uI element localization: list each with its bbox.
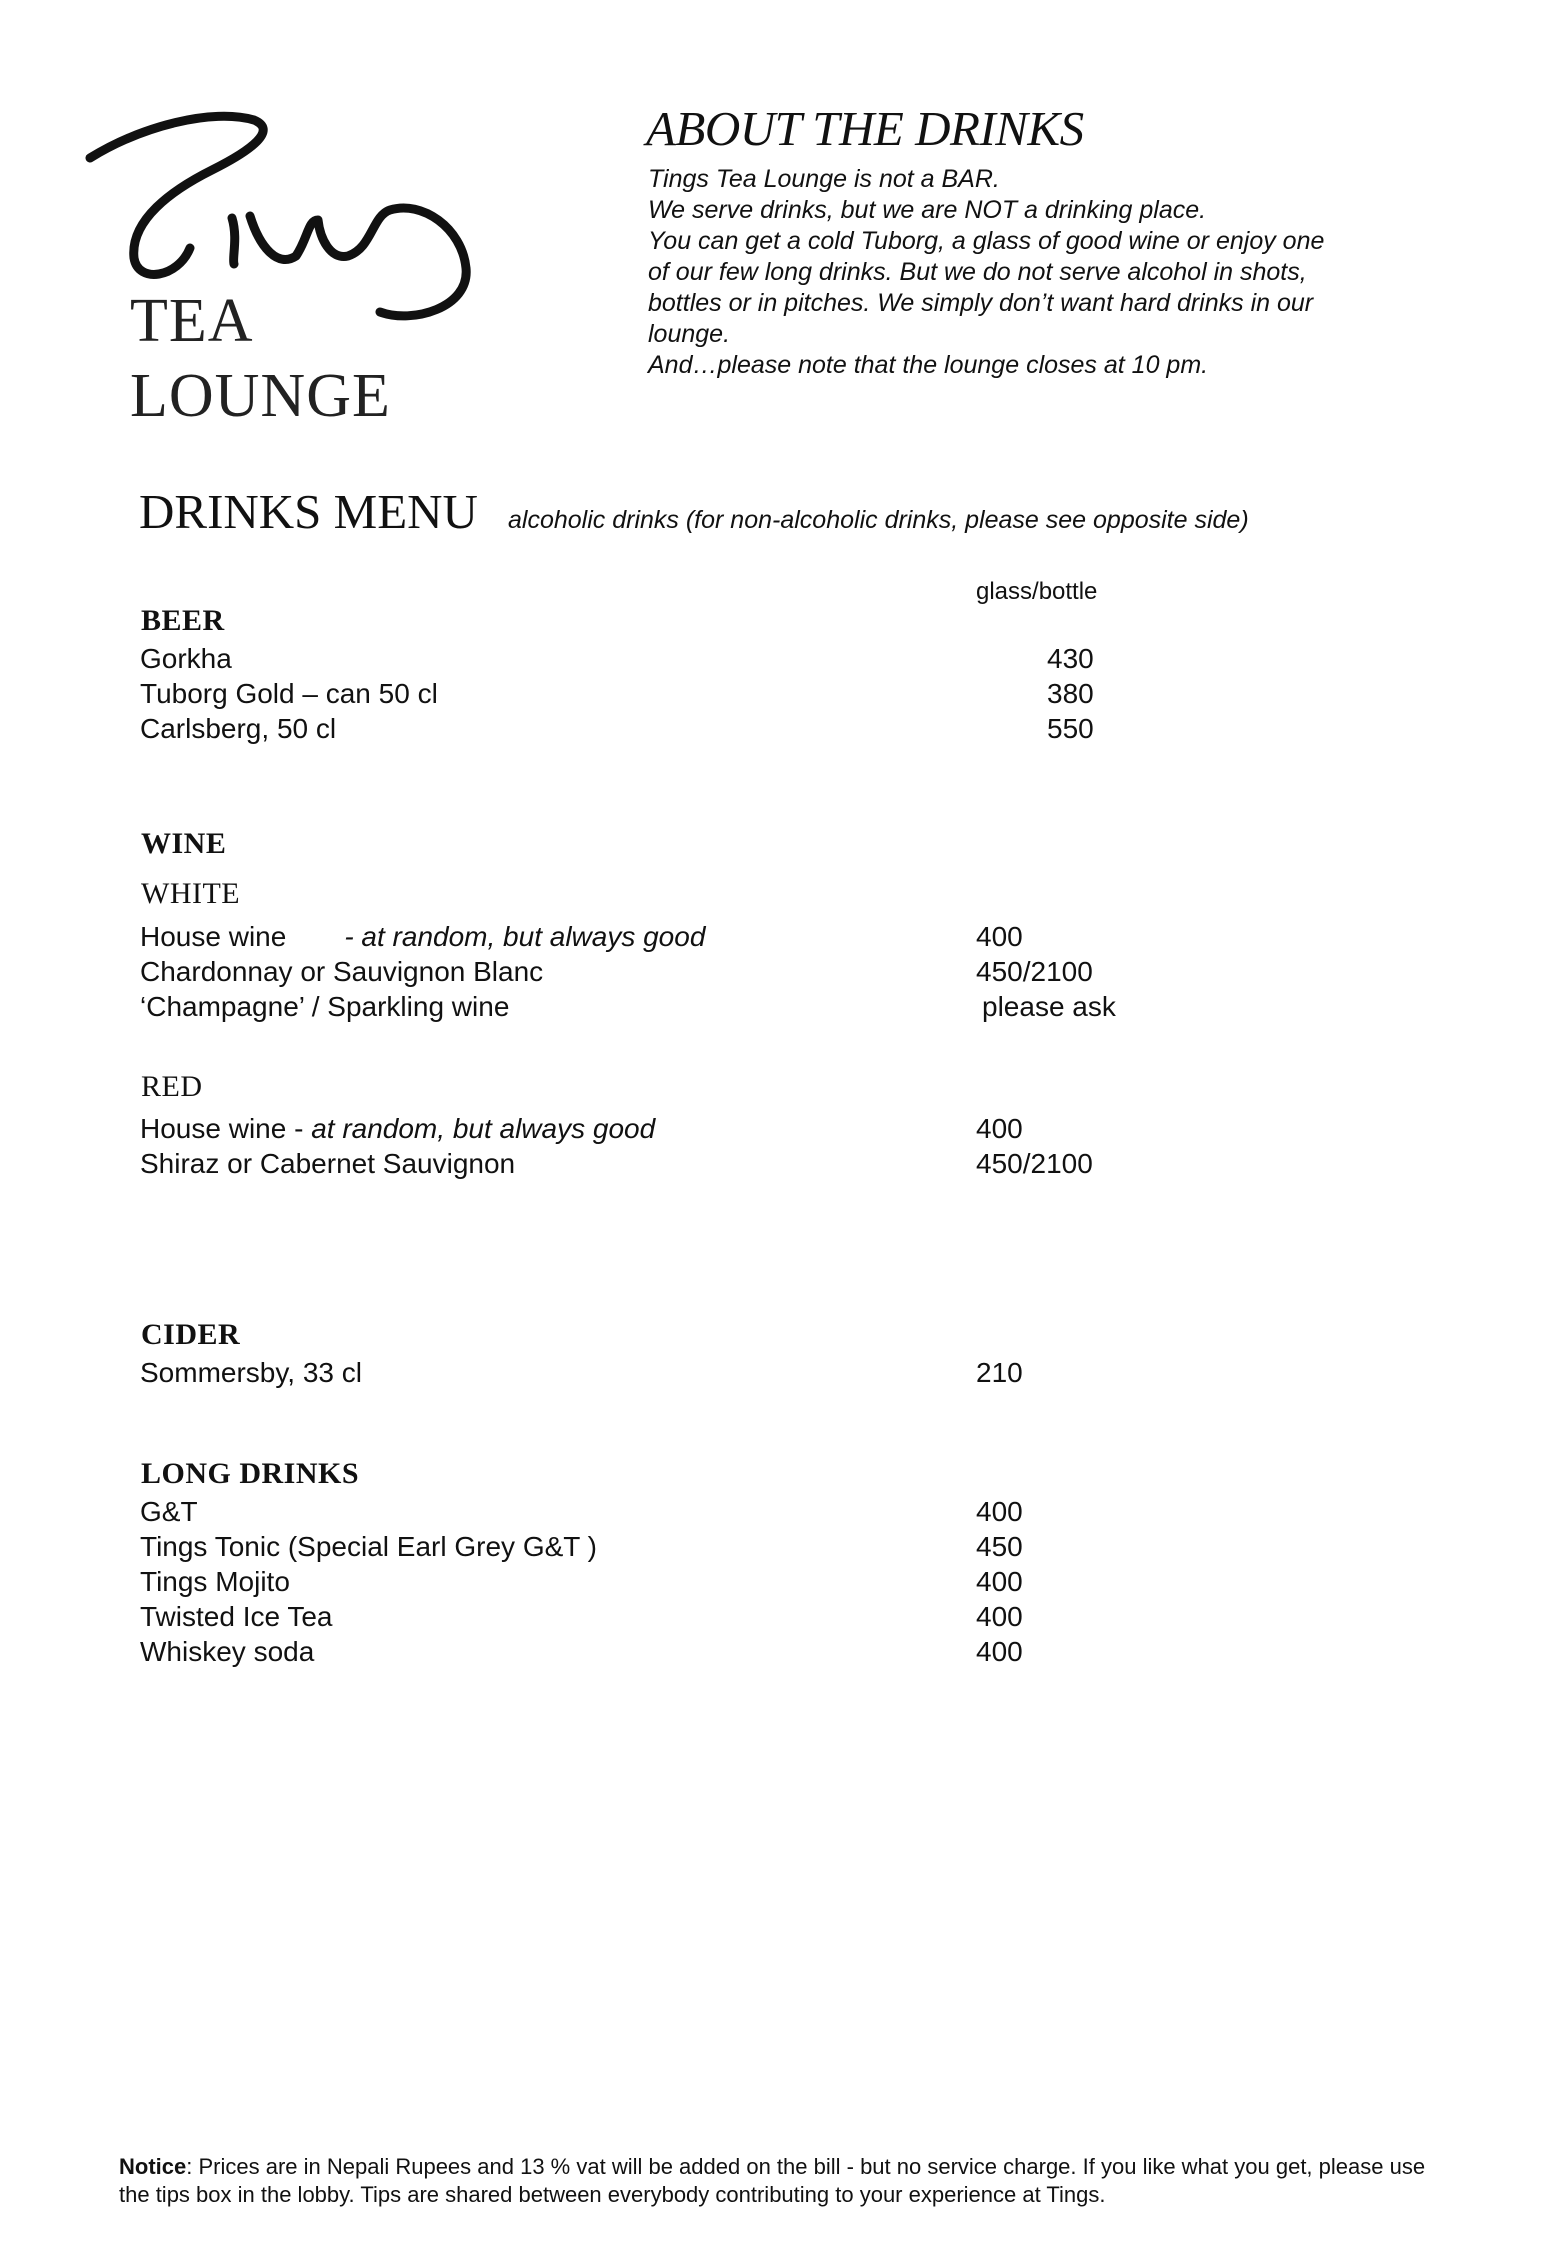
about-line: And…please note that the lounge closes at 10 pm. — [648, 351, 1209, 379]
menu-item-price: 550 — [1047, 713, 1094, 744]
menu-item-name: Whiskey soda — [140, 1636, 315, 1667]
menu-item-price: 380 — [1047, 678, 1094, 709]
menu-item-price: 430 — [1047, 643, 1094, 674]
menu-item-name: ‘Champagne’ / Sparkling wine — [140, 991, 510, 1022]
beer-section-title: BEER — [141, 604, 225, 637]
menu-item-label: House wine — [140, 921, 287, 952]
about-line: bottles or in pitches. We simply don’t want hard drinks in our — [648, 289, 1314, 317]
menu-item-price: 400 — [976, 1566, 1023, 1597]
menu-item-name: Carlsberg, 50 cl — [140, 713, 337, 744]
notice-body: : Prices are in Nepali Rupees and 13 % vat will be added on the bill - but no service charge. If you like what you get, please use the tips box in the lobby. Tips are shared between everybody contributing to your experience at Tings. — [119, 2154, 1426, 2207]
notice-label: Notice — [119, 2154, 187, 2179]
menu-subtitle: alcoholic drinks (for non-alcoholic drinks, please see opposite side) — [508, 506, 1249, 534]
price-column-header: glass/bottle — [976, 578, 1098, 605]
about-line: Tings Tea Lounge is not a BAR. — [648, 165, 1000, 193]
menu-item-name: Gorkha — [140, 643, 232, 674]
menu-item-name — [140, 919, 705, 954]
wine-section-title: WINE — [141, 827, 227, 860]
menu-item-name: Sommersby, 33 cl — [140, 1357, 362, 1388]
menu-title: DRINKS MENU — [139, 484, 478, 539]
menu-item-price: 400 — [976, 1601, 1023, 1632]
menu-item-name: Twisted Ice Tea — [140, 1601, 333, 1632]
notice-text — [119, 2153, 1439, 2209]
about-line: of our few long drinks. But we do not serve alcohol in shots, — [648, 258, 1307, 286]
menu-item-name: Shiraz or Cabernet Sauvignon — [140, 1148, 516, 1179]
about-body — [648, 164, 1408, 381]
long-drinks-section-title: LONG DRINKS — [141, 1457, 360, 1490]
menu-item-note: at random, but always good — [311, 1113, 656, 1144]
logo-script-stroke — [90, 116, 466, 316]
menu-item-name: Tings Tonic (Special Earl Grey G&T ) — [140, 1531, 597, 1562]
menu-item-name — [140, 1111, 655, 1146]
menu-item-name: Tings Mojito — [140, 1566, 290, 1597]
about-title: ABOUT THE DRINKS — [646, 101, 1084, 156]
menu-item-price: please ask — [982, 991, 1116, 1022]
menu-item-name: Tuborg Gold – can 50 cl — [140, 678, 438, 709]
menu-item-price: 450/2100 — [976, 1148, 1093, 1179]
menu-item-name: Chardonnay or Sauvignon Blanc — [140, 956, 544, 987]
menu-item-price: 400 — [976, 1113, 1023, 1144]
cider-section-title: CIDER — [141, 1318, 241, 1351]
menu-item-name: G&T — [140, 1496, 198, 1527]
logo-tea-text: TEA — [130, 287, 254, 355]
menu-item-note: - at random, but always good — [344, 921, 706, 952]
menu-item-price: 210 — [976, 1357, 1023, 1388]
about-line: lounge. — [648, 320, 731, 348]
menu-item-price: 400 — [976, 921, 1023, 952]
menu-item-price: 400 — [976, 1636, 1023, 1667]
about-line: We serve drinks, but we are NOT a drinking place. — [648, 196, 1207, 224]
menu-item-price: 400 — [976, 1496, 1023, 1527]
logo-lounge-text: LOUNGE — [130, 362, 391, 430]
menu-item-price: 450/2100 — [976, 956, 1093, 987]
red-wine-subtitle: RED — [141, 1070, 203, 1103]
white-wine-subtitle: WHITE — [141, 877, 241, 910]
about-line: You can get a cold Tuborg, a glass of good wine or enjoy one — [648, 227, 1325, 255]
menu-item-price: 450 — [976, 1531, 1023, 1562]
menu-item-label: House wine - — [140, 1113, 312, 1144]
